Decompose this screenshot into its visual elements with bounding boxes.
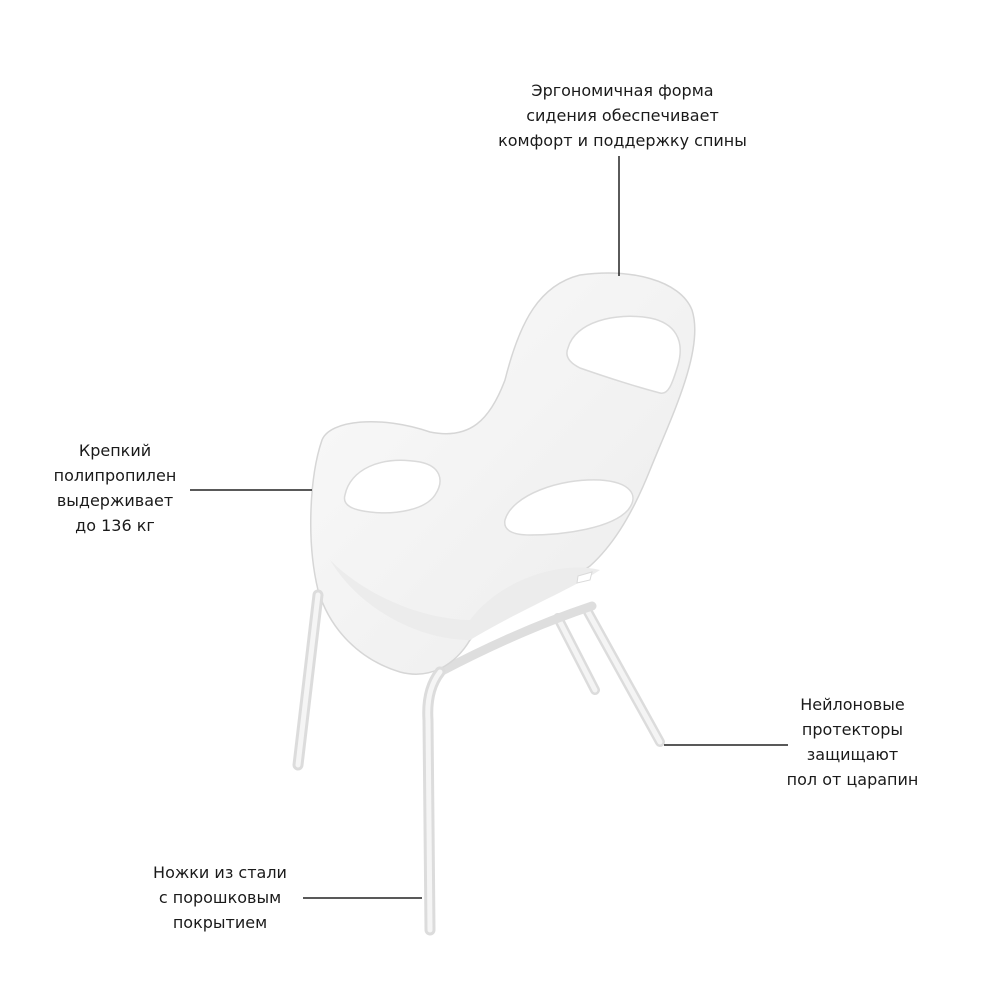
callout-backrest-line-3: комфорт и поддержку спины: [498, 131, 747, 150]
steel-legs-back: [558, 612, 660, 742]
callout-protectors-line-1: Нейлоновые: [800, 695, 905, 714]
callout-backrest: [470, 78, 775, 153]
callout-legs-line-1: Ножки из стали: [153, 863, 287, 882]
callout-legs-line-3: покрытием: [172, 913, 268, 932]
callout-protectors: [770, 692, 935, 792]
callout-material-line-3: выдерживает: [56, 491, 174, 510]
callout-protectors-line-3: защищают: [806, 745, 899, 764]
callout-protectors-line-4: пол от царапин: [786, 770, 919, 789]
callout-backrest-line-2: сидения обеспечивает: [526, 106, 719, 125]
callout-material-line-1: Крепкий: [78, 441, 152, 460]
callout-legs: [140, 860, 300, 935]
callout-legs-line-2: с порошковым: [158, 888, 282, 907]
callout-material: [30, 438, 200, 538]
callout-protectors-line-2: протекторы: [801, 720, 904, 739]
callout-material-line-4: до 136 кг: [75, 516, 155, 535]
callout-backrest-line-1: Эргономичная форма: [531, 81, 714, 100]
callout-material-line-2: полипропилен: [53, 466, 177, 485]
